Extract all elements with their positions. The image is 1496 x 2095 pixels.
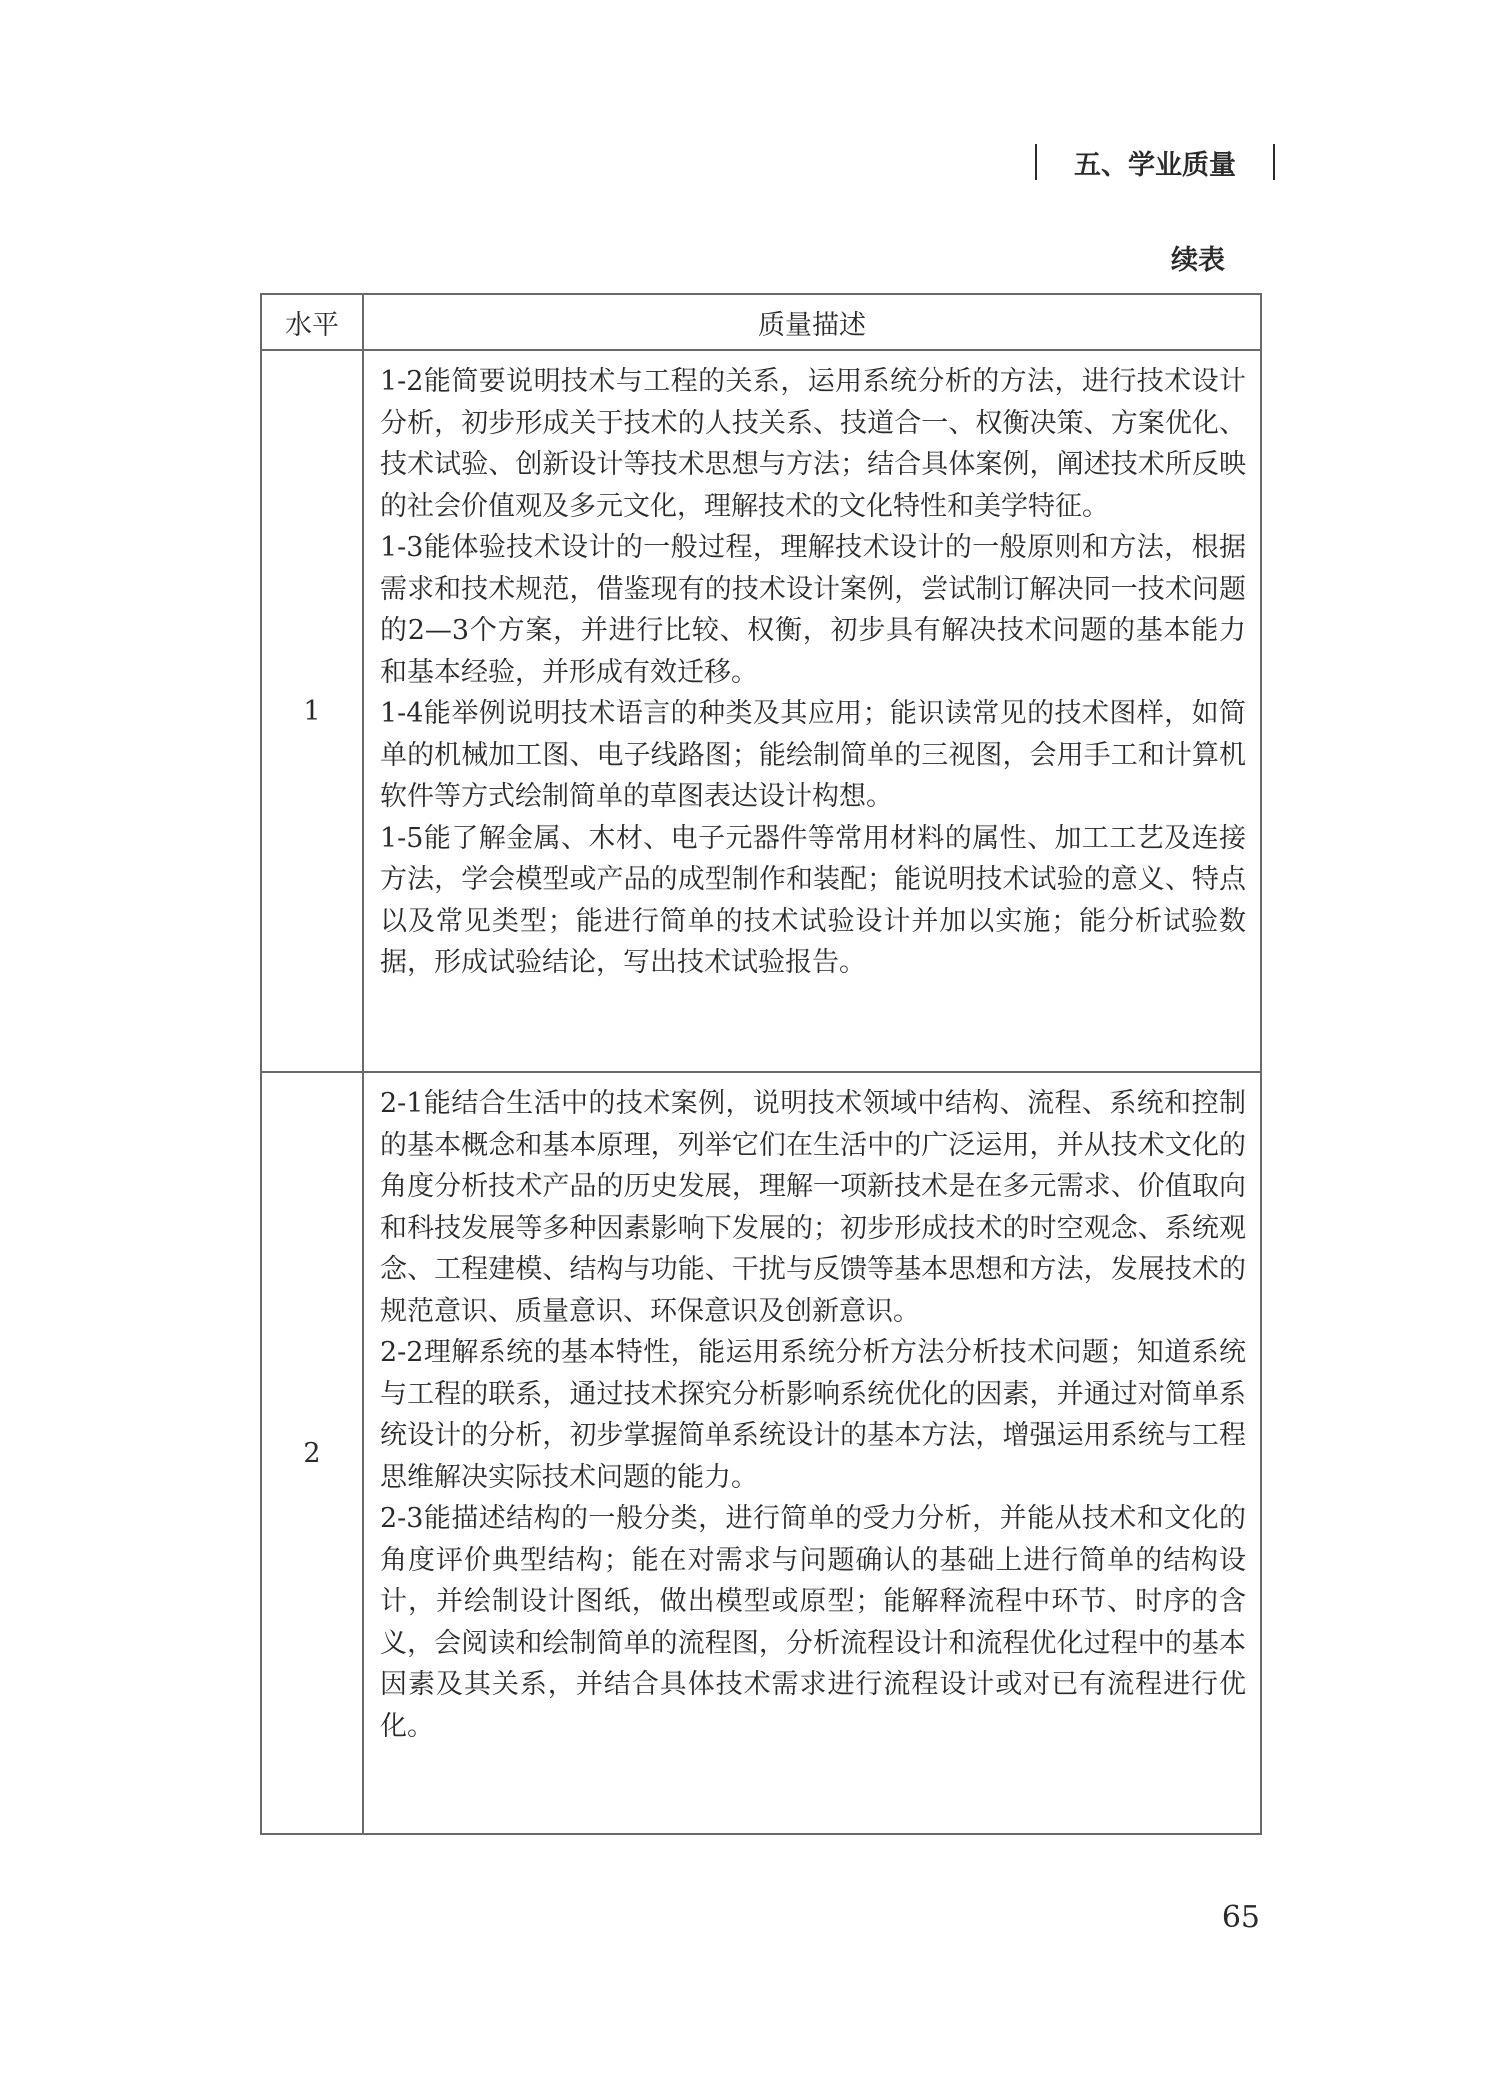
section-title: 五、学业质量 bbox=[1074, 149, 1236, 181]
header-left-rule bbox=[1035, 144, 1037, 180]
quality-item: 1-5能了解金属、木材、电子元器件等常用材料的属性、加工工艺及连接方法，学会模型或产品的成型制作和装配；能说明技术试验的意义、特点以及常见类型；能进行简单的技术试验设计并加以实施；能分析试验数据，形成试验结论，写出技术试验报告。 bbox=[380, 822, 1246, 978]
header-description: 质量描述 bbox=[363, 294, 1261, 350]
level-cell: 1 bbox=[261, 350, 363, 1072]
header-level: 水平 bbox=[261, 294, 363, 350]
quality-item: 2-2理解系统的基本特性，能运用系统分析方法分析技术问题；知道系统与工程的联系，通过技术探究分析影响系统优化的因素，并通过对简单系统设计的分析，初步掌握简单系统设计的基本方法，增强运用系统与工程思维解决实际技术问题的能力。 bbox=[380, 1337, 1246, 1493]
page-number: 65 bbox=[1221, 1900, 1260, 1935]
quality-item: 2-1能结合生活中的技术案例，说明技术领域中结构、流程、系统和控制的基本概念和基本原理，列举它们在生活中的广泛运用，并从技术文化的角度分析技术产品的历史发展，理解一项新技术是在多元需求、价值取向和科技发展等多种因素影响下发展的；初步形成技术的时空观念、系统观念、工程建模、结构与功能、干扰与反馈等基本思想和方法，发展技术的规范意识、质量意识、环保意识及创新意识。 bbox=[380, 1088, 1246, 1327]
quality-item: 1-2能简要说明技术与工程的关系，运用系统分析的方法，进行技术设计分析，初步形成关于技术的人技关系、技道合一、权衡决策、方案优化、技术试验、创新设计等技术思想与方法；结合具体案例，阐述技术所反映的社会价值观及多元文化，理解技术的文化特性和美学特征。 bbox=[380, 366, 1246, 522]
description-cell bbox=[363, 1072, 1261, 1834]
header-right-rule bbox=[1273, 144, 1275, 180]
level-cell: 2 bbox=[261, 1072, 363, 1834]
quality-item: 1-4能举例说明技术语言的种类及其应用；能识读常见的技术图样，如简单的机械加工图、电子线路图；能绘制简单的三视图，会用手工和计算机软件等方式绘制简单的草图表达设计构想。 bbox=[380, 698, 1246, 812]
table-header-row bbox=[261, 294, 1261, 350]
table-row bbox=[261, 1072, 1261, 1834]
quality-item: 2-3能描述结构的一般分类，进行简单的受力分析，并能从技术和文化的角度评价典型结构；能在对需求与问题确认的基础上进行简单的结构设计，并绘制设计图纸，做出模型或原型；能解释流程中环节、时序的含义，会阅读和绘制简单的流程图，分析流程设计和流程优化过程中的基本因素及其关系，并结合具体技术需求进行流程设计或对已有流程进行优化。 bbox=[380, 1503, 1246, 1742]
running-header bbox=[1035, 140, 1275, 184]
continued-label: 续表 bbox=[1171, 245, 1225, 276]
table-row bbox=[261, 350, 1261, 1072]
description-cell bbox=[363, 350, 1261, 1072]
quality-item: 1-3能体验技术设计的一般过程，理解技术设计的一般原则和方法，根据需求和技术规范，借鉴现有的技术设计案例，尝试制订解决同一技术问题的2—3个方案，并进行比较、权衡，初步具有解决技术问题的基本能力和基本经验，并形成有效迁移。 bbox=[380, 532, 1246, 688]
quality-table bbox=[260, 293, 1262, 1835]
